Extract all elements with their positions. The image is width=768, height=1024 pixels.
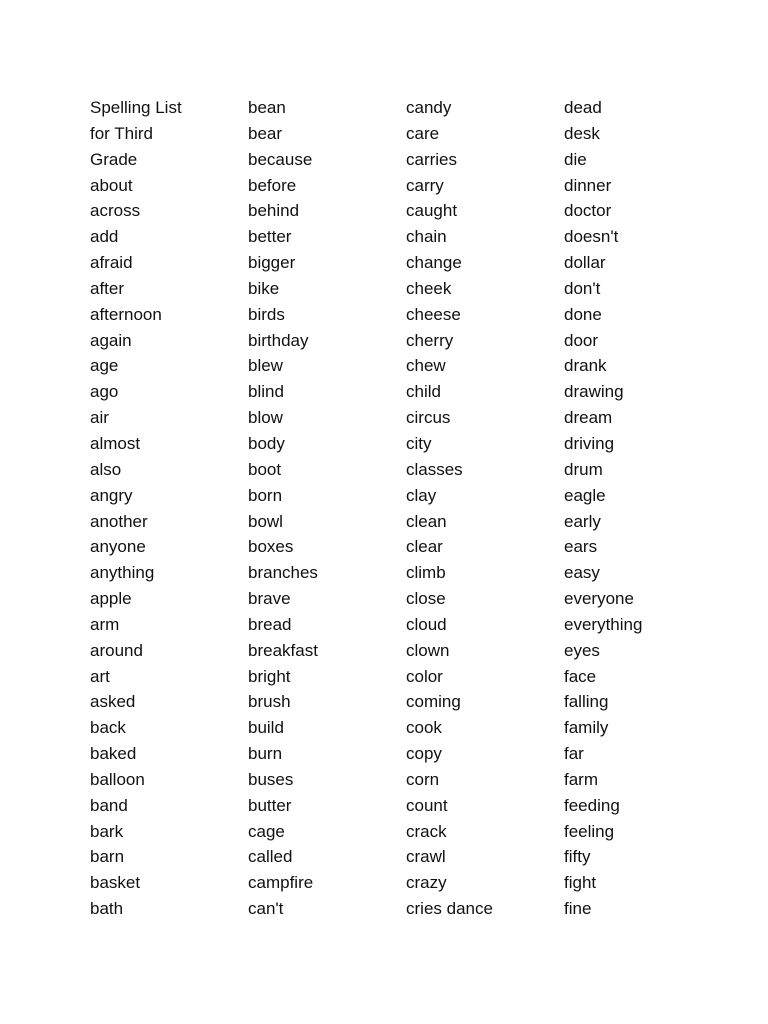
word-item: corn (406, 769, 440, 789)
word-item: another (90, 511, 148, 531)
word-item: eagle (564, 485, 606, 505)
word-item: farm (564, 769, 598, 789)
word-item: dream (564, 408, 613, 428)
word-item: chain (406, 227, 447, 247)
word-item: blew (248, 356, 283, 376)
word-item: anything (90, 563, 155, 583)
word-item: across (90, 201, 141, 221)
word-item: everything (564, 614, 643, 634)
word-item: band (90, 795, 128, 815)
word-item: for Third (90, 123, 153, 143)
word-item: dollar (564, 253, 606, 273)
word-item: basket (90, 873, 141, 893)
word-item: bigger (248, 253, 296, 273)
word-item: classes (406, 459, 463, 479)
word-column-3 (406, 95, 493, 922)
word-item: child (406, 382, 441, 402)
word-item: eyes (564, 640, 600, 660)
word-item: age (90, 356, 119, 376)
word-item: boot (248, 459, 282, 479)
word-item: clear (406, 537, 443, 557)
word-item: ago (90, 382, 119, 402)
word-item: because (248, 149, 313, 169)
word-item: boxes (248, 537, 294, 557)
word-item: dinner (564, 175, 612, 195)
word-item: brush (248, 692, 291, 712)
word-item: add (90, 227, 119, 247)
word-item: die (564, 149, 587, 169)
word-item: fine (564, 899, 592, 919)
word-item: door (564, 330, 599, 350)
word-item: copy (406, 744, 442, 764)
word-item: called (248, 847, 293, 867)
word-item: apple (90, 589, 132, 609)
word-item: candy (406, 98, 452, 117)
word-item: doctor (564, 201, 612, 221)
word-item: driving (564, 433, 615, 453)
word-item: doesn't (564, 227, 619, 247)
word-item: feeding (564, 795, 620, 815)
word-item: clay (406, 485, 437, 505)
word-item: brave (248, 589, 291, 609)
word-item: bear (248, 123, 283, 143)
word-item: carries (406, 149, 458, 169)
word-item: carry (406, 175, 444, 195)
word-item: arm (90, 614, 120, 634)
word-item: back (90, 718, 126, 738)
word-item: also (90, 459, 122, 479)
word-item: afraid (90, 253, 133, 273)
word-item: ears (564, 537, 598, 557)
word-item: cloud (406, 614, 447, 634)
word-item: better (248, 227, 292, 247)
word-item: blind (248, 382, 284, 402)
word-item: baked (90, 744, 137, 764)
word-item: everyone (564, 589, 634, 609)
word-item: cage (248, 821, 285, 841)
word-item: dead (564, 98, 602, 117)
word-item: feeling (564, 821, 615, 841)
word-item: chew (406, 356, 446, 376)
word-item: bowl (248, 511, 283, 531)
word-item: around (90, 640, 143, 660)
word-item: build (248, 718, 284, 738)
word-item: about (90, 175, 133, 195)
word-item: blow (248, 408, 283, 428)
word-item: Grade (90, 149, 138, 169)
word-item: clean (406, 511, 447, 531)
word-item: early (564, 511, 601, 531)
word-item: clown (406, 640, 450, 660)
word-item: buses (248, 769, 294, 789)
word-item: bath (90, 899, 124, 919)
word-item: climb (406, 563, 446, 583)
word-item: face (564, 666, 597, 686)
word-item: asked (90, 692, 136, 712)
word-item: bean (248, 98, 286, 117)
word-item: don't (564, 278, 601, 298)
word-item: birds (248, 304, 285, 324)
word-item: branches (248, 563, 318, 583)
word-item: desk (564, 123, 600, 143)
word-item: falling (564, 692, 609, 712)
word-item: change (406, 253, 462, 273)
word-item: birthday (248, 330, 309, 350)
word-item: anyone (90, 537, 146, 557)
word-item: family (564, 718, 609, 738)
word-item: before (248, 175, 297, 195)
word-item: count (406, 795, 448, 815)
word-item: can't (248, 899, 284, 919)
word-item: behind (248, 201, 300, 221)
word-item: almost (90, 433, 141, 453)
word-item: afternoon (90, 304, 162, 324)
word-item: fight (564, 873, 597, 893)
word-item: drum (564, 459, 603, 479)
word-item: bright (248, 666, 291, 686)
word-column-1 (90, 95, 182, 922)
word-column-2 (248, 95, 318, 922)
word-item: bread (248, 614, 292, 634)
word-item: butter (248, 795, 292, 815)
word-item: bike (248, 278, 280, 298)
word-item: far (564, 744, 584, 764)
word-item: cries dance (406, 899, 493, 919)
word-item: angry (90, 485, 133, 505)
word-item: art (90, 666, 110, 686)
word-item: coming (406, 692, 461, 712)
word-item: born (248, 485, 283, 505)
word-item: cook (406, 718, 442, 738)
word-item: done (564, 304, 602, 324)
word-item: drawing (564, 382, 624, 402)
word-item: campfire (248, 873, 314, 893)
word-item: color (406, 666, 443, 686)
word-item: crack (406, 821, 447, 841)
word-item: crazy (406, 873, 447, 893)
word-item: close (406, 589, 446, 609)
word-item: burn (248, 744, 283, 764)
word-item: fifty (564, 847, 591, 867)
word-column-4 (564, 95, 642, 922)
word-item: caught (406, 201, 458, 221)
word-item: Spelling List (90, 98, 182, 117)
word-item: breakfast (248, 640, 318, 660)
word-item: after (90, 278, 125, 298)
word-item: air (90, 408, 109, 428)
word-item: cheek (406, 278, 452, 298)
word-item: again (90, 330, 132, 350)
word-item: cherry (406, 330, 454, 350)
word-item: bark (90, 821, 124, 841)
word-item: body (248, 433, 285, 453)
word-item: drank (564, 356, 607, 376)
word-item: city (406, 433, 432, 453)
word-item: circus (406, 408, 451, 428)
word-item: cheese (406, 304, 461, 324)
word-item: balloon (90, 769, 145, 789)
word-item: crawl (406, 847, 446, 867)
word-item: care (406, 123, 440, 143)
word-item: barn (90, 847, 125, 867)
word-item: easy (564, 563, 600, 583)
